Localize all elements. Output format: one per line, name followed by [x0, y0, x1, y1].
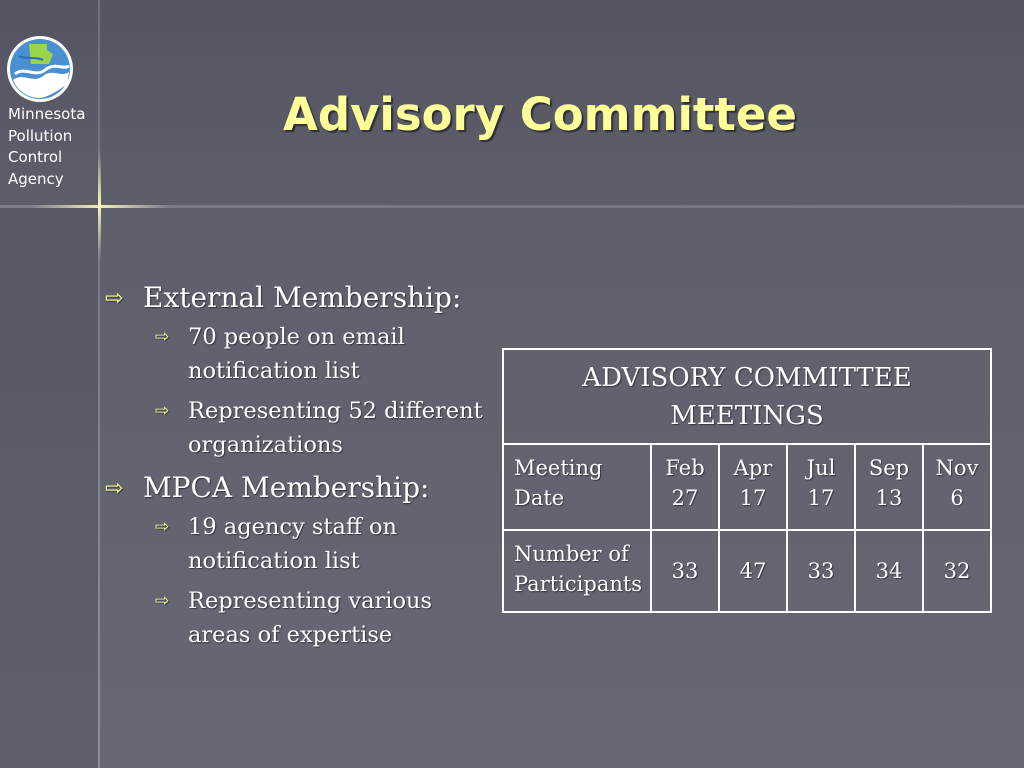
sub-bullet-line: Representing various	[188, 588, 433, 614]
participants-cell: 33	[651, 530, 719, 612]
agency-line: Control	[8, 148, 63, 166]
agency-line: Agency	[8, 169, 64, 188]
date-cell	[651, 444, 719, 530]
date-day: 13	[875, 486, 903, 510]
table-row	[503, 530, 991, 612]
date-day: 17	[739, 486, 767, 510]
row-label-meeting-date	[503, 444, 651, 530]
bullet-list	[105, 278, 495, 652]
meetings-table	[502, 348, 992, 613]
label-line: Meeting	[514, 456, 603, 480]
arrow-bullet-icon: ⇨	[105, 476, 124, 501]
sparkle-vertical	[98, 150, 101, 260]
arrow-bullet-icon: ⇨	[155, 327, 170, 347]
date-month: Nov	[935, 456, 979, 480]
table-header-line: ADVISORY COMMITTEE	[582, 362, 912, 393]
participants-cell: 33	[787, 530, 855, 612]
bullet-item	[105, 278, 495, 318]
table-header	[503, 349, 991, 444]
label-line: Number of	[514, 542, 629, 566]
sub-bullet-line: Representing 52 different	[188, 398, 483, 424]
arrow-bullet-icon: ⇨	[155, 591, 170, 611]
participants-cell: 47	[719, 530, 787, 612]
mpca-logo-icon	[5, 34, 75, 104]
sub-bullet-item	[105, 320, 495, 388]
arrow-bullet-icon: ⇨	[155, 401, 170, 421]
table-header-line: MEETINGS	[670, 400, 824, 431]
arrow-bullet-icon: ⇨	[105, 286, 124, 311]
participants-cell: 32	[923, 530, 991, 612]
sub-bullet-item	[105, 394, 495, 462]
date-day: 27	[671, 486, 699, 510]
date-cell	[855, 444, 923, 530]
table-row	[503, 444, 991, 530]
arrow-bullet-icon: ⇨	[155, 517, 170, 537]
sub-bullet-line: 19 agency staff on	[188, 514, 398, 540]
sub-bullet-line: notification list	[188, 548, 360, 574]
date-cell	[719, 444, 787, 530]
date-month: Jul	[806, 456, 836, 480]
sub-bullet-line: notification list	[188, 358, 360, 384]
bullet-text: MPCA Membership:	[143, 471, 430, 504]
agency-line: Pollution	[8, 126, 73, 145]
date-cell	[787, 444, 855, 530]
date-day: 6	[950, 486, 964, 510]
sub-bullet-item	[105, 510, 495, 578]
sub-bullet-line: organizations	[188, 432, 343, 458]
sub-bullet-line: areas of expertise	[188, 622, 393, 648]
date-month: Feb	[665, 456, 705, 480]
row-label-participants	[503, 530, 651, 612]
bullet-text: External Membership:	[143, 281, 462, 314]
date-month: Sep	[868, 456, 910, 480]
bullet-item	[105, 468, 495, 508]
date-cell	[923, 444, 991, 530]
left-strip	[0, 207, 98, 768]
date-month: Apr	[733, 456, 773, 480]
slide-title: Advisory Committee	[283, 88, 797, 141]
sub-bullet-item	[105, 584, 495, 652]
label-line: Participants	[514, 572, 643, 596]
participants-cell: 34	[855, 530, 923, 612]
agency-line: Minnesota	[8, 105, 86, 123]
agency-name	[8, 104, 98, 190]
date-day: 17	[807, 486, 835, 510]
sub-bullet-line: 70 people on email	[188, 324, 405, 350]
label-line: Date	[514, 486, 565, 510]
